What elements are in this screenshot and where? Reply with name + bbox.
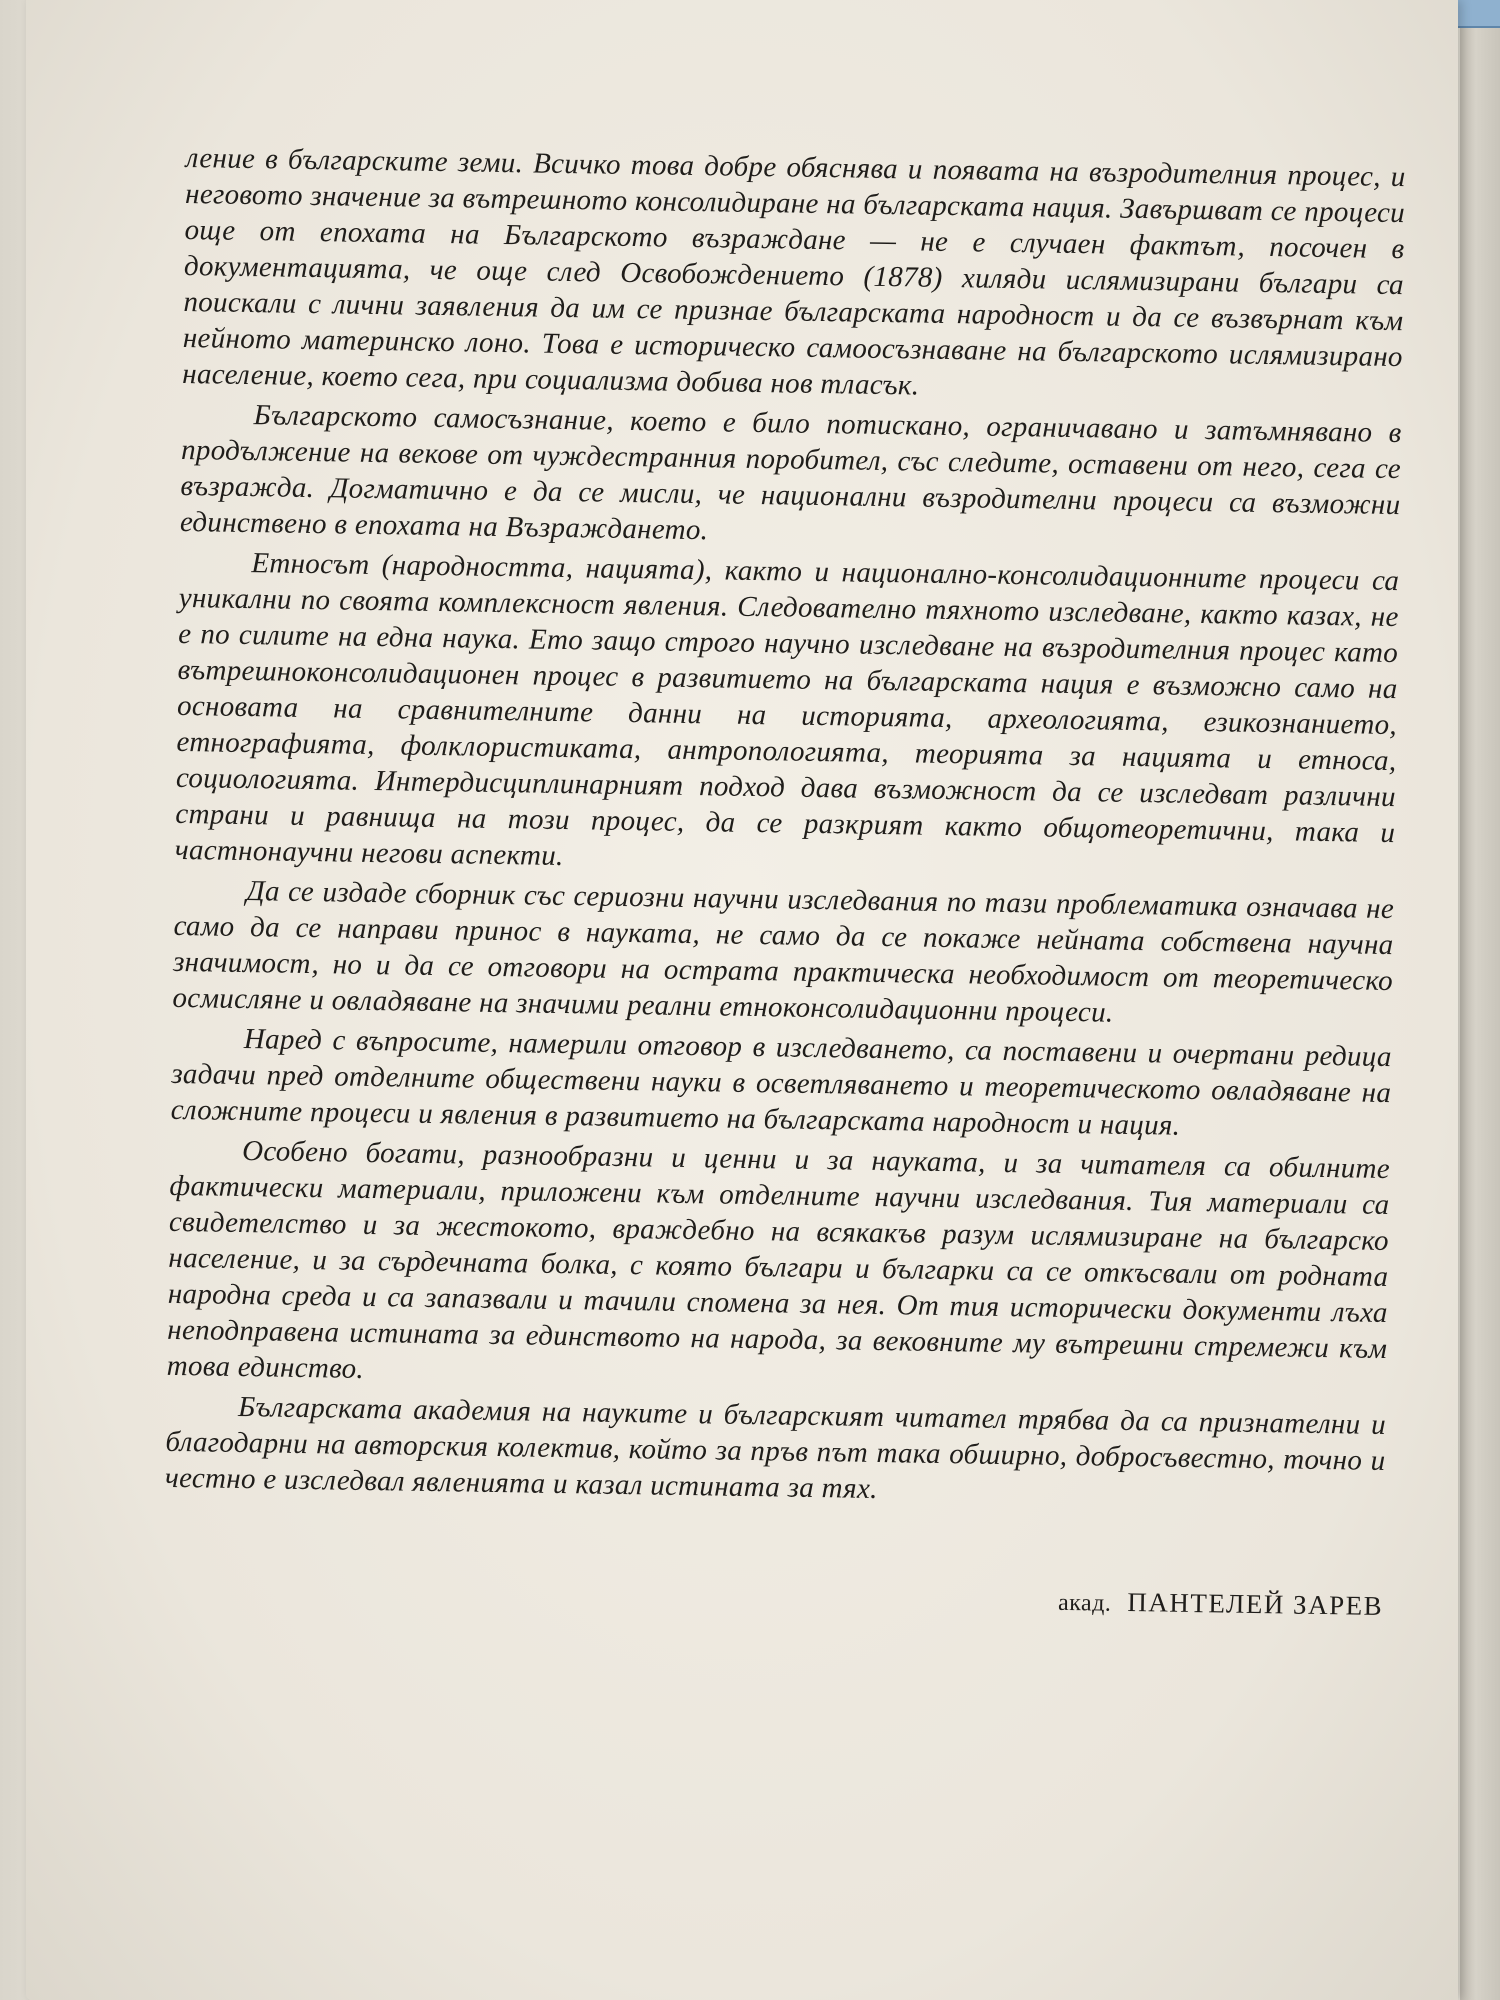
paragraph-7: Българската академия на науките и българският читател трябва да са признателни и благодарни на авторския колектив, който за пръв път така обширно, добросъвестно, точно и честно е изследвал явленията и казал истината за тях. [164,1390,1387,1506]
paragraph-3: Етносът (народността, нацията), както и национално-консолидационните процеси са уникални по своята комплексност явления. Следователно тяхното изследване, както казах, не е по силите на една наука. Ето защо строго научно изследване на възродителния процес като вътрешноконсолидационен процес в развитието на българската нация е възможно само на основата на сравнителните данни на историята, археологията, езикознанието, етнографията, фолклористиката, антропологията, теорията за нацията и етноса, социологията. Интердисциплинарният подход дава възможност да се изследват различни страни и равнища на този процес, да се разкрият както общотеоретични, така и частнонаучни негови аспекти. [174,547,1400,873]
signature-title: акад. [1057,1589,1112,1617]
paragraph-6: Особено богати, разнообразни и ценни и за науката, и за читателя са обилните фактически материали, приложени към отделните научни изследвания. Тия материали са свидетелство и за жестокото, враждебно на всякакъв разум ислямизиране на българско население, и за сърдечната болка, с която българи и българки са се откъсвали от родната народна среда и са запазвали и тачили спомена за нея. От тия исторически документи лъха неподправена истината за единството на народа, за вековните му вътрешни стремежи към това единство. [166,1135,1391,1385]
paragraph-5: Наред с въпросите, намерили отговор в изследването, са поставени и очертани редица задачи пред отделните обществени науки в осветляването и теоретическото овладяване на сложните процеси и явления в развитието на българската народност и нация. [170,1023,1392,1142]
signature [163,1572,1383,1622]
page-text-block [163,140,1406,1622]
book-edge [1460,0,1500,2000]
paragraph-4: Да се издаде сборник със сериозни научни изследвания по тази проблематика означава не само да се направи принос в науката, не само да се покаже нейната собствена научна значимост, но и да се отговори на острата практическа необходимост от теоретическо осмисляне и овладяване на значими реални етноконсолидационни процеси. [172,875,1395,1029]
signature-name: ПАНТЕЛЕЙ ЗАРЕВ [1127,1586,1384,1621]
book-page [26,0,1458,2000]
paragraph-2: Българското самосъзнание, което е било потискано, ограничавано и затъмнявано в продължение на векове от чуждестранния поробител, със следите, оставени от него, сега се възражда. Догматично е да се мисли, че национални възродителни процеси са възможни единствено в епохата на Възраждането. [179,399,1402,547]
paragraph-1: ление в българските земи. Всичко това добре обяснява и появата на възродителния процес, и неговото значение за вътрешното консолидиране на българската нация. Завършват се процеси още от епохата на Българското възраждане — не е случаен фактът, посочен в документацията, че още след Освобождението (1878) хиляди ислямизирани българи са поискали с лични заявления да им се признае българската народност и да се възвърнат към нейното материнско лоно. Това е историческо самоосъзнаване на българското ислямизирано население, което сега, при социализма добива нов тласък. [182,141,1406,402]
